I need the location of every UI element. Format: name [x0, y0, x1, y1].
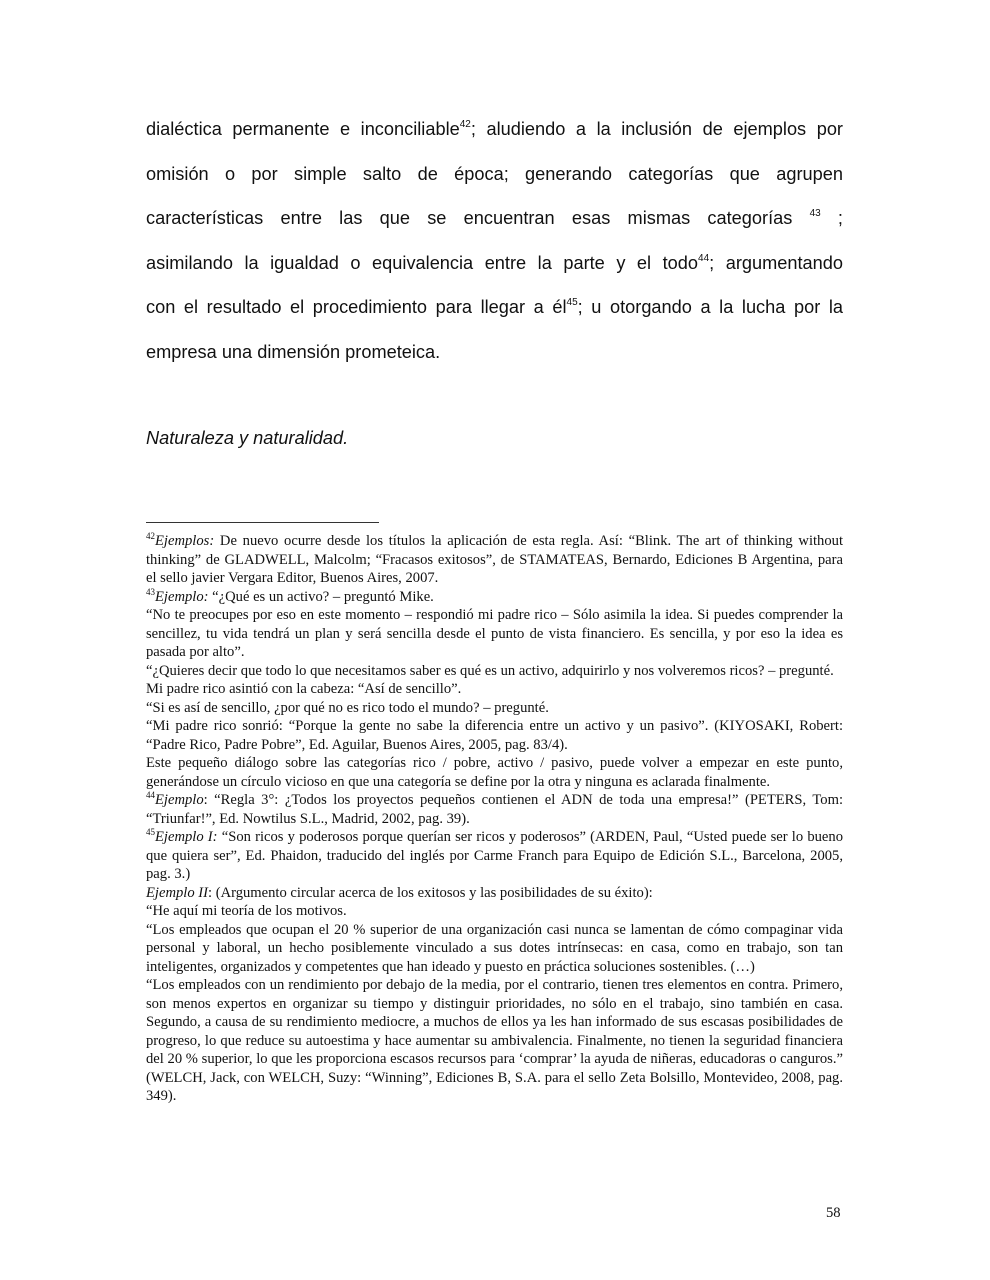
footnote-number: 43 [146, 586, 155, 597]
line-text: asimilando la igualdad o equivalencia entre la parte y el todo [146, 252, 699, 273]
footnote-paragraph [146, 662, 843, 681]
body-paragraph [146, 112, 843, 379]
footnote-text: “Son ricos y poderosos porque querían ser ricos y poderosos” (ARDEN, Paul, “Usted puede ser lo bueno que quiera ser”, Ed. Phaidon, traducido del inglés por Carme Franch para Equipo de Edición S.L., Barcelona, 2005, pag. 3.) [146, 829, 843, 882]
footnote-text: “Los empleados que ocupan el 20 % superior de una organización casi nunca se lamentan de cómo compaginar vida personal y laboral, un hecho posiblemente vinculado a sus dotes intrínsecas: en casa, como en trabajo, son tan inteligentes, organizados y competentes que han ideado y puesto en práctica soluciones sostenibles. (…) [146, 921, 843, 975]
footnote-text: “Los empleados con un rendimiento por debajo de la media, por el contrario, tienen tres elementos en contra. Primero, son menos expertos en organizar su tiempo y distinguir prioridades, no sólo en el trabajo, sino también en casa. Segundo, a causa de su rendimiento mediocre, a muchos de ellos ya les han informado de sus escasas posibilidades de progreso, lo que reduce su autoestima y hace aumentar su ambivalencia. Finalmente, no tienen la seguridad financiera del 20 % superior, lo que les proporciona escasos recursos para ‘comprar’ la ayuda de niñeras, educadoras o canguros.” (WELCH, Jack, con WELCH, Suzy: “Winning”, Ediciones B, S.A. para el sello Zeta Bolsillo, Montevideo, 2008, pag. 349). [146, 977, 843, 1104]
footnote-text: “He aquí mi teoría de los motivos. [146, 903, 347, 919]
footnote-paragraph [146, 976, 843, 1106]
footnote-text: “No te preocupes por eso en este momento – respondió mi padre rico – Sólo asimila la idea. Si puedes comprender la sencillez, tu vida tendrá un plan y será sencilla desde el punto de vista financiero. Es sencilla, y por eso la idea es pasada por alto”. [146, 607, 843, 660]
footnote-number: 45 [146, 827, 155, 837]
line-text: empresa una dimensión prometeica. [146, 341, 441, 362]
footnote-label: Ejemplo [155, 792, 204, 808]
body-line [146, 157, 843, 202]
line-text: ; [820, 208, 843, 228]
line-text: características entre las que se encuentran esas mismas categorías [146, 208, 810, 228]
footnote-text: Mi padre rico asintió con la cabeza: “Así de sencillo”. [146, 681, 462, 697]
footnote-ref: 44 [698, 252, 710, 264]
footnote-paragraph [146, 588, 843, 607]
footnote-ref: 45 [566, 297, 578, 308]
footnote-label: Ejemplo I: [155, 829, 218, 845]
section-heading: Naturaleza y naturalidad. [146, 428, 349, 448]
line-text: ; argumentando [709, 252, 844, 273]
footnote-paragraph [146, 902, 843, 921]
footnote-label: Ejemplo II [146, 884, 209, 901]
footnote-paragraph [146, 791, 843, 828]
body-line [146, 201, 843, 246]
body-line [146, 335, 843, 380]
footnote-ref: 42 [459, 119, 471, 130]
footnote-number: 44 [146, 790, 155, 800]
footnote-number: 42 [146, 531, 155, 541]
footnote-paragraph [146, 680, 843, 699]
footnote-separator [146, 522, 379, 523]
footnote-label: Ejemplos: [155, 533, 215, 549]
line-text: con el resultado el procedimiento para llegar a él [146, 297, 567, 317]
page-number: 58 [826, 1205, 841, 1221]
footnote-paragraph [146, 884, 843, 903]
footnote-paragraph [146, 828, 843, 884]
footnote-text: “¿Quieres decir que todo lo que necesitamos saber es qué es un activo, adquirirlo y nos volveremos ricos? – pregunté. [146, 662, 834, 679]
footnote-paragraph [146, 717, 843, 754]
footnote-paragraph [146, 606, 843, 662]
line-text: ; aludiendo a la inclusión de ejemplos por [470, 119, 843, 139]
line-text: omisión o por simple salto de época; generando categorías que agrupen [146, 163, 843, 184]
footnote-text: : (Argumento circular acerca de los exitosos y las posibilidades de su éxito): [208, 884, 653, 901]
footnote-paragraph [146, 754, 843, 791]
body-line [146, 290, 843, 335]
footnote-text: “¿Qué es un activo? – preguntó Mike. [208, 588, 434, 605]
footnote-ref: 43 [809, 208, 821, 219]
body-line [146, 246, 843, 291]
footnote-paragraph [146, 699, 843, 718]
body-line [146, 112, 843, 157]
footnote-text: De nuevo ocurre desde los títulos la aplicación de esta regla. Así: “Blink. The art of thinking without thinking” de GLADWELL, Malcolm; “Fracasos exitosos”, de STAMATEAS, Bernardo, Ediciones B Argentina, para el sello javier Vergara Editor, Buenos Aires, 2007. [146, 533, 843, 586]
footnote-text: “Si es así de sencillo, ¿por qué no es rico todo el mundo? – pregunté. [146, 699, 549, 716]
footnote-paragraph [146, 921, 843, 977]
footnote-text: Este pequeño diálogo sobre las categorías rico / pobre, activo / pasivo, puede volver a empezar en este punto, generándose un círculo vicioso en que una categoría se define por la otra y ninguna es aclarada finalmente. [146, 755, 843, 790]
footnote-text: “Mi padre rico sonrió: “Porque la gente no sabe la diferencia entre un activo y un pasivo”. (KIYOSAKI, Robert: “Padre Rico, Padre Pobre”, Ed. Aguilar, Buenos Aires, 2005, pag. 83/4). [146, 718, 843, 753]
footnote-label: Ejemplo: [155, 588, 209, 605]
line-text: ; u otorgando a la lucha por la [577, 297, 843, 317]
footnotes [146, 532, 843, 1106]
footnote-paragraph [146, 532, 843, 588]
footnote-text: : “Regla 3°: ¿Todos los proyectos pequeños contienen el ADN de toda una empresa!” (PETERS, Tom: “Triunfar!”, Ed. Nowtilus S.L., Madrid, 2002, pag. 39). [146, 792, 843, 827]
line-text: dialéctica permanente e inconciliable [146, 119, 460, 139]
